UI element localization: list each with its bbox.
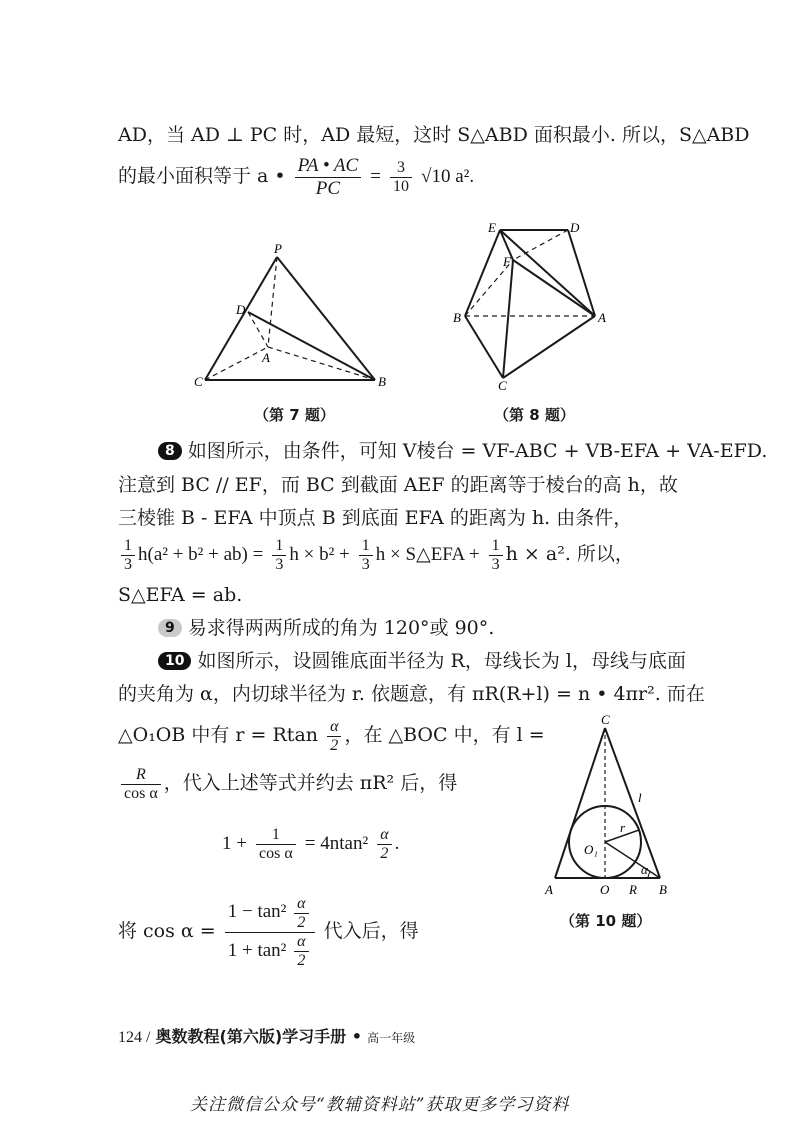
edge-ac	[503, 316, 595, 378]
problem-10-equation-1: 1 + $\frac{1}{\text{cos α}}$ = 4ntan² $\frac{\alpha}{2}$ .	[222, 825, 400, 862]
problem-8-line-5: S△EFA = ab.	[118, 584, 243, 606]
fraction-pa-ac-over-pc: $\frac{PA • AC}{PC}$	[295, 155, 362, 200]
fraction-r-over-cos-alpha: $\frac{R}{\text{cos α}}$	[121, 766, 161, 803]
fraction-1-over-3-d: $\frac{1}{3}$	[489, 537, 503, 574]
fraction-1-over-3-b: $\frac{1}{3}$	[272, 537, 286, 574]
watermark-text: 关注微信公众号“教辅资料站”获取更多学习资料	[190, 1095, 570, 1115]
label-d: D	[570, 220, 580, 235]
problem-9-line: 9 易求得两两所成的角为 120°或 90°.	[158, 615, 494, 641]
segment-o1-b	[605, 842, 660, 878]
label-b: B	[378, 374, 386, 389]
fraction-3-over-10: $\frac{3}{10}$	[390, 159, 412, 196]
label-alpha: α	[641, 862, 648, 877]
fraction-cos-alpha-tan: 1 − tan² $\frac{\alpha}{2}$ 1 + tan² $\frac{\alpha}{2}$	[225, 894, 315, 969]
label-d: D	[236, 302, 246, 317]
label-c: C	[601, 712, 610, 727]
edge-fa	[513, 260, 595, 316]
fraction-1-over-cos-alpha: $\frac{1}{\text{cos α}}$	[256, 826, 296, 863]
problem-10-line-4: $\frac{R}{\text{cos α}}$ ，代入上述等式并约去 πR² 后，得	[118, 758, 457, 808]
sqrt-10-a-squared: √10 a².	[421, 166, 475, 187]
edge-bc	[465, 316, 503, 378]
edge-eb	[465, 230, 500, 316]
problem-8-line-1: 8 如图所示，由条件，可知 V棱台 = VF-ABC + VB-EFA + VA-EFD.	[158, 438, 767, 464]
equals-sign: =	[370, 166, 381, 187]
label-e: E	[488, 220, 496, 235]
problem-8-line-3: 三棱锥 B - EFA 中顶点 B 到底面 EFA 的距离为 h. 由条件，	[118, 507, 633, 529]
caption-figure-8: （第 8 题）	[494, 406, 575, 424]
problem-8-line-4: $\frac{1}{3}$ h(a² + b² + ab) = $\frac{1}{3}$ h × b² + $\frac{1}{3}$ h × S△EFA + $\frac{1}{3}$ h × a². 所以，	[118, 530, 634, 579]
fraction-alpha-over-2-b: $\frac{\alpha}{2}$	[377, 826, 391, 863]
page-number: 124 /	[118, 1029, 151, 1046]
problem-10-line-1: 10 如图所示，设圆锥底面半径为 R，母线长为 l，母线与底面	[158, 648, 686, 674]
figure-7-diagram	[190, 240, 400, 400]
label-l: l	[638, 790, 642, 805]
label-a: A	[262, 350, 270, 365]
label-c: C	[498, 378, 507, 390]
label-a: A	[598, 310, 606, 325]
figure-10-diagram	[540, 712, 680, 902]
label-f: F	[503, 254, 511, 269]
problem-10-line-2: 的夹角为 α，内切球半径为 r. 依题意，有 πR(R+l) = n • 4πr². 而在	[118, 683, 705, 705]
fraction-1-over-3-a: $\frac{1}{3}$	[121, 537, 135, 574]
label-b: B	[453, 310, 461, 325]
label-b: B	[659, 882, 667, 897]
edge-pb	[277, 257, 375, 380]
problem-number-badge-8: 8	[158, 442, 182, 460]
label-o: O	[600, 882, 610, 897]
text-line-2	[118, 150, 474, 203]
caption-figure-7: （第 7 题）	[254, 406, 335, 424]
figure-8-diagram	[450, 218, 620, 390]
edge-fc	[503, 260, 513, 378]
problem-10-equation-2: 将 cos α = 1 − tan² $\frac{\alpha}{2}$ 1 + tan² $\frac{\alpha}{2}$ 代入后，得	[118, 894, 419, 969]
problem-10-line-3: △O₁OB 中有 r = Rtan $\frac{\alpha}{2}$ ，在 △BOC 中，有 l =	[118, 717, 545, 754]
book-title: 奥数教程(第六版)学习手册 •	[155, 1027, 362, 1046]
text-line-2-start: 的最小面积等于 a •	[118, 165, 286, 187]
label-r-small: r	[620, 820, 626, 835]
problem-number-badge-10: 10	[158, 652, 191, 670]
page-footer	[118, 1024, 415, 1047]
edge-cb	[605, 728, 660, 878]
fraction-1-over-3-c: $\frac{1}{3}$	[359, 537, 373, 574]
label-c: C	[194, 374, 203, 389]
label-r-big: R	[629, 882, 637, 897]
problem-8-line-2: 注意到 BC // EF，而 BC 到截面 AEF 的距离等于棱台的高 h，故	[118, 474, 678, 496]
caption-figure-10: （第 10 题）	[560, 912, 652, 930]
edge-df-dashed	[513, 230, 568, 260]
label-p: P	[274, 241, 282, 256]
grade-label: 高一年级	[367, 1031, 416, 1045]
label-a: A	[545, 882, 553, 897]
problem-number-badge-9: 9	[158, 619, 182, 637]
text-line-1: AD，当 AD ⊥ PC 时，AD 最短，这时 S△ABD 面积最小. 所以，S△ABD	[118, 124, 750, 146]
fraction-alpha-over-2-a: $\frac{\alpha}{2}$	[327, 718, 341, 755]
label-o1: O₁	[584, 842, 598, 857]
